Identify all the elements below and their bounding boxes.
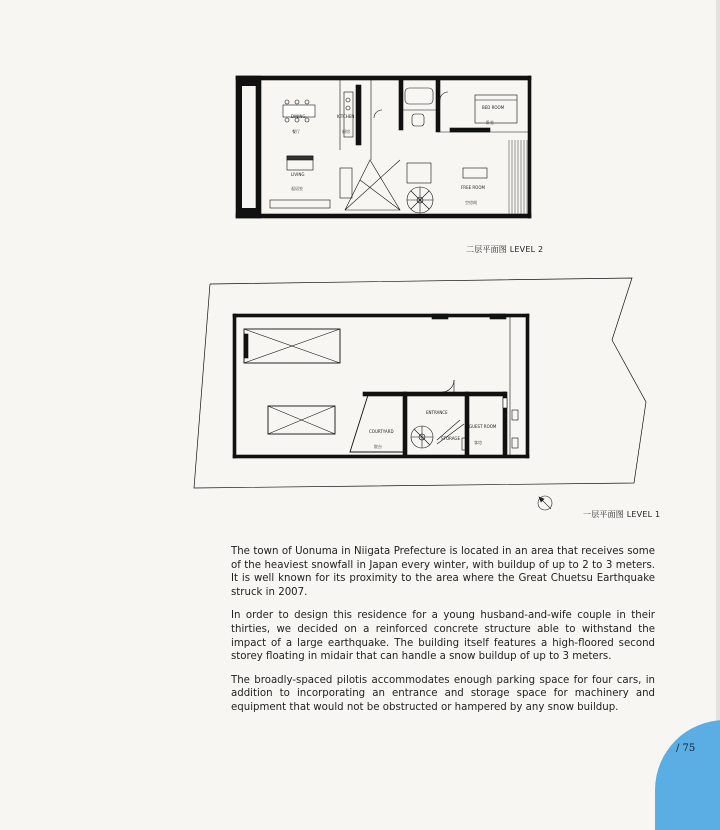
page-number: / 75 (676, 743, 696, 754)
level-2-plan (236, 76, 531, 218)
label-dining-cn: 餐厅 (292, 129, 300, 134)
label-living-cn: 起居室 (291, 186, 303, 191)
label-bedroom-cn: 卧室 (486, 120, 494, 125)
label-entrance: ENTRANCE (426, 410, 448, 415)
label-free-room-cn: 空房间 (465, 200, 477, 205)
level-2-caption: 二层平面图 LEVEL 2 (466, 245, 544, 254)
label-kitchen-cn: 厨房 (342, 129, 350, 134)
label-kitchen: KITCHEN (337, 114, 355, 119)
paragraph-1: The town of Uonuma in Niigata Prefecture is located in an area that receives some of the heaviest snowfall in Japan every winter, with buildup of up to 2 to 3 meters. It is well known for its proximity to the area where the Great Chuetsu Earthquake struck in 2007. (231, 546, 655, 598)
label-courtyard-cn: 院台 (374, 444, 382, 449)
label-guest-room: GUEST ROOM (469, 424, 497, 429)
label-guest-room-cn: 客房 (474, 440, 482, 445)
label-free-room: FREE ROOM (461, 185, 485, 190)
level-2-labels (291, 105, 505, 205)
label-bedroom: BED ROOM (482, 105, 505, 110)
north-arrow-icon (538, 496, 552, 510)
level-1-plan (194, 278, 646, 488)
label-courtyard: COURTYARD (369, 429, 394, 434)
label-storage: STORAGE (441, 436, 461, 441)
level-1-labels (369, 410, 497, 449)
paragraph-3: The broadly-spaced pilotis accommodates enough parking space for four cars, in addition to incorporating an entrance and storage space for machinery and equipment that would not be obstructed or hampered by any snow buildup. (231, 674, 655, 713)
corner-tab (655, 720, 720, 830)
label-living: LIVING (291, 172, 305, 177)
level-1-caption: 一层平面图 LEVEL 1 (583, 510, 661, 519)
label-dining: DINING (291, 114, 306, 119)
description-text (231, 545, 655, 725)
paragraph-2: In order to design this residence for a young husband-and-wife couple in their thirties, we decided on a reinforced concrete structure able to withstand the impact of a large earthquake. The building itself features a high-floored second storey floating in midair that can handle a snow buildup of up to 3 meters. (231, 610, 655, 663)
